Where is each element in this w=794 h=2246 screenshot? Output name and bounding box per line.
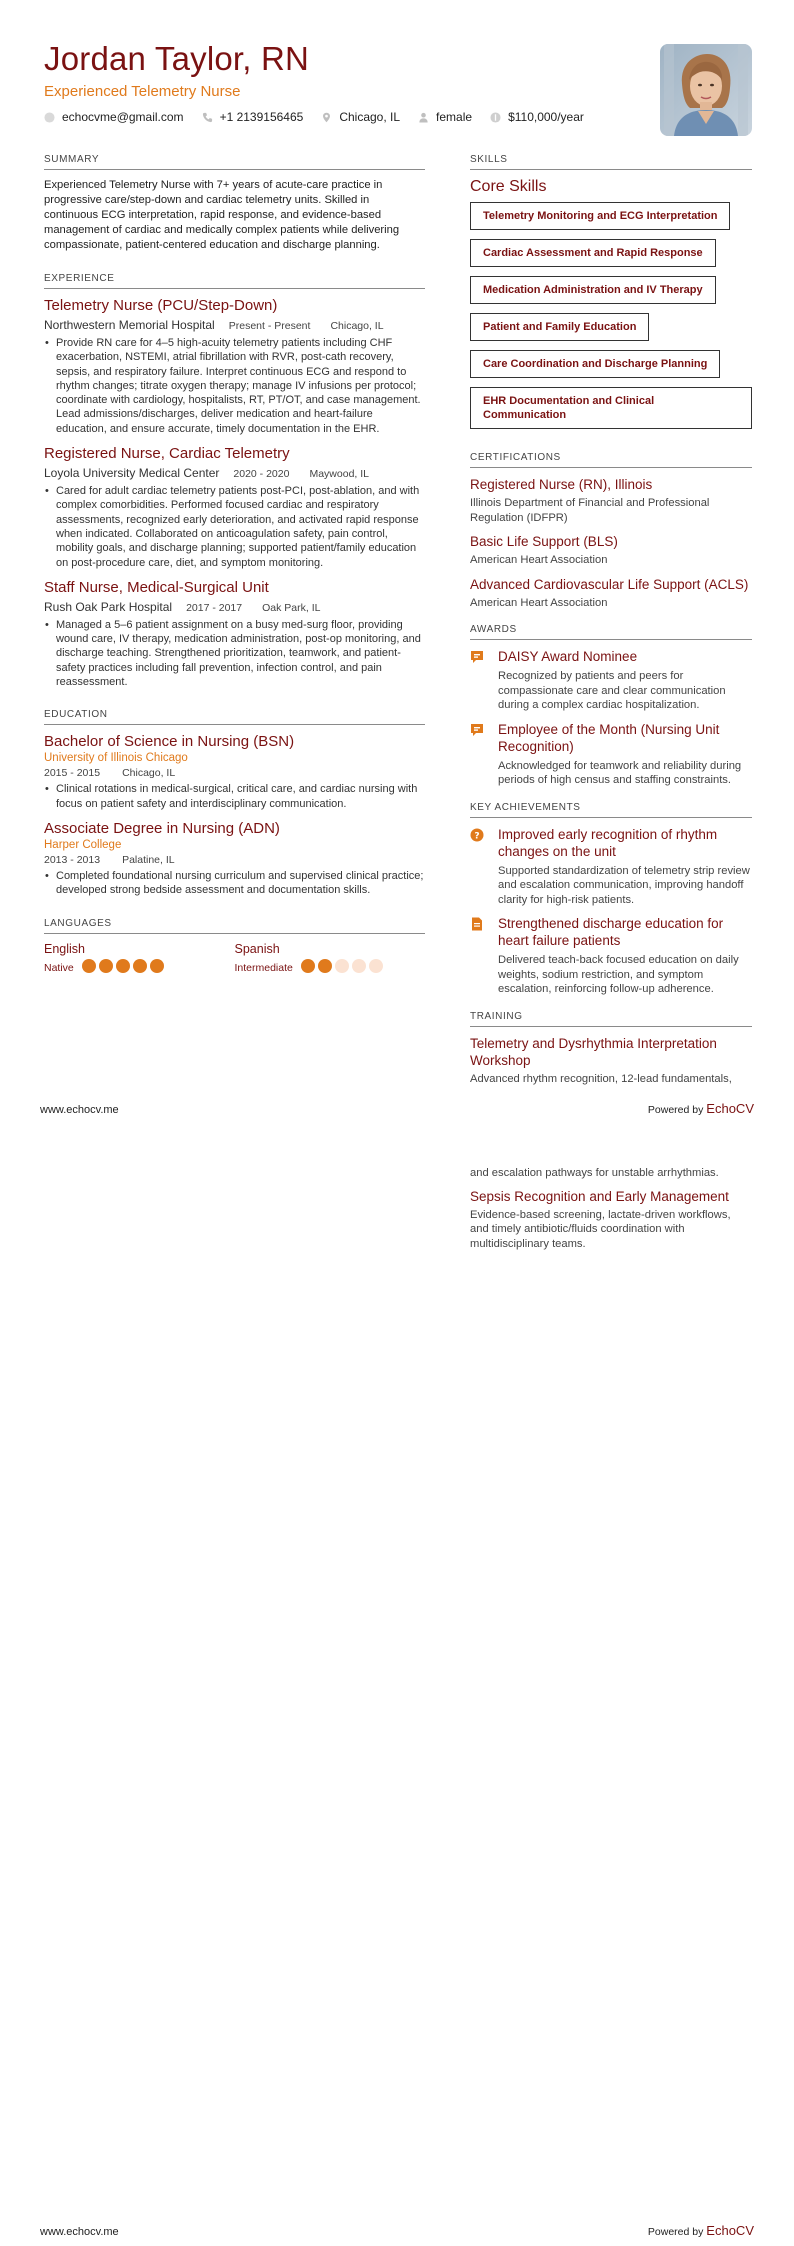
contact-gender-text: female — [436, 110, 473, 124]
skills-heading: SKILLS — [470, 154, 752, 170]
languages-section — [44, 918, 425, 978]
training-item — [470, 1035, 752, 1087]
job-bullet: • Provide RN care for 4–5 high-acuity telemetry patients including CHF exacerbation, NSTEMI, atrial fibrillation with RVR, post-cath recovery, sepsis, and respiratory failure. Interpret continuous ECG and respond to rhythm changes; titrate oxygen therapy; manage IV infusions per protocol; coordinate with cardiology, hospitalists, RT, PT/OT, and case management. Lead admissions/discharges, deliver medication and heart-failure education, and ensure accurate, timely documentation in the EHR. — [44, 336, 425, 436]
training-heading: TRAINING — [470, 1011, 752, 1027]
skill-tag: Cardiac Assessment and Rapid Response — [470, 239, 716, 267]
certification-issuer: Illinois Department of Financial and Professional Regulation (IDFPR) — [470, 497, 710, 524]
rating-dot-filled — [116, 959, 130, 973]
email-icon — [44, 112, 55, 123]
footer-website[interactable]: www.echocv.me — [40, 1104, 119, 1116]
footer-branding — [648, 2223, 754, 2238]
contact-phone[interactable] — [202, 110, 304, 124]
contact-email-text: echocvme@gmail.com — [62, 110, 184, 124]
rating-dot-filled — [301, 959, 315, 973]
contact-location — [321, 110, 400, 124]
certification-item — [470, 476, 752, 525]
rating-dot-empty — [352, 959, 366, 973]
question-circle-icon — [470, 828, 484, 842]
job-employer: Northwestern Memorial Hospital — [44, 318, 215, 332]
rating-dot-filled — [133, 959, 147, 973]
award-item — [470, 648, 752, 713]
education-bullet: • Completed foundational nursing curriculum and supervised clinical practice; developed strong bedside assessment and documentation skills. — [44, 869, 425, 898]
rating-dot-filled — [150, 959, 164, 973]
experience-section — [44, 273, 425, 689]
job-location: Oak Park, IL — [262, 601, 321, 614]
contact-location-text: Chicago, IL — [339, 110, 401, 124]
education-entry — [44, 733, 425, 811]
language-name: English — [44, 941, 85, 956]
language-name: Spanish — [234, 941, 280, 956]
skills-section — [470, 154, 752, 438]
certification-issuer: American Heart Association — [470, 554, 608, 566]
summary-section — [44, 154, 425, 253]
certification-item — [470, 533, 752, 568]
experience-heading: EXPERIENCE — [44, 273, 425, 289]
languages-list — [44, 942, 425, 978]
left-column — [44, 154, 425, 978]
rating-dot-filled — [99, 959, 113, 973]
svg-text:?: ? — [474, 830, 480, 841]
contact-salary-text: $110,000/year — [508, 110, 584, 124]
education-dates: 2015 - 2015 — [44, 767, 101, 780]
candidate-headline: Experienced Telemetry Nurse — [44, 83, 241, 100]
language-item — [44, 942, 235, 978]
phone-icon — [202, 112, 213, 123]
achievements-heading: KEY ACHIEVEMENTS — [470, 802, 752, 818]
job-title: Staff Nurse, Medical-Surgical Unit — [44, 578, 269, 596]
award-description: Recognized by patients and peers for compassionate care and clear communication during a complex cardiac hospitalization. — [498, 670, 726, 711]
certification-issuer: American Heart Association — [470, 596, 608, 609]
profile-portrait-image — [660, 44, 752, 136]
certification-name: Registered Nurse (RN), Illinois — [470, 477, 653, 492]
skill-tag: Care Coordination and Discharge Planning — [470, 350, 720, 378]
certification-name: Advanced Cardiovascular Life Support (ACLS) — [470, 576, 749, 592]
award-title: Employee of the Month (Nursing Unit Recognition) — [498, 721, 720, 754]
skill-tag: EHR Documentation and Clinical Communication — [470, 387, 752, 429]
education-location: Chicago, IL — [122, 767, 176, 780]
candidate-name: Jordan Taylor, RN — [44, 40, 310, 77]
rating-dot-empty — [335, 959, 349, 973]
footer-powered-by: Powered by — [647, 2226, 704, 2238]
skill-tag: Medication Administration and IV Therapy — [470, 276, 716, 304]
profile-photo — [660, 44, 752, 136]
language-level: Native — [44, 962, 74, 975]
person-icon — [418, 112, 429, 123]
job-location: Chicago, IL — [330, 320, 384, 332]
job-title: Registered Nurse, Cardiac Telemetry — [44, 445, 290, 463]
job-dates: Present - Present — [228, 320, 311, 332]
right-column-continued — [470, 1166, 752, 1251]
awards-heading: AWARDS — [470, 624, 752, 640]
award-title: DAISY Award Nominee — [498, 649, 638, 664]
education-school: Harper College — [44, 838, 122, 851]
training-title: Telemetry and Dysrhythmia Interpretation Workshop — [470, 1035, 717, 1068]
achievement-description: Supported standardization of telemetry strip review and escalation communication, improving handoff clarity for high-risk patients. — [498, 864, 750, 906]
certifications-heading: CERTIFICATIONS — [470, 452, 752, 468]
footer-brand-name: EchoCV — [706, 1101, 754, 1116]
resume-page-2 — [0, 1124, 794, 2246]
training-section — [470, 1011, 752, 1087]
education-meta — [44, 854, 425, 866]
language-proficiency — [235, 959, 426, 978]
job-employer: Rush Oak Park Hospital — [44, 599, 173, 614]
certification-item — [470, 576, 752, 611]
training-item-continued — [470, 1166, 752, 1181]
rating-dot-filled — [82, 959, 96, 973]
education-bullets — [44, 782, 425, 811]
language-rating-dots — [301, 959, 386, 978]
language-item — [235, 942, 426, 978]
education-bullet: • Clinical rotations in medical-surgical, critical care, and cardiac nursing with focus on patient safety and interdisciplinary communication. — [44, 782, 425, 811]
job-entry — [44, 445, 425, 570]
job-meta — [44, 466, 425, 480]
contact-bar — [44, 110, 602, 124]
speech-bubble-icon — [470, 650, 484, 664]
job-meta — [44, 600, 425, 614]
job-employer: Loyola University Medical Center — [44, 466, 220, 481]
achievement-title: Improved early recognition of rhythm changes on the unit — [498, 826, 718, 859]
job-entry — [44, 579, 425, 689]
training-description: Advanced rhythm recognition, 12-lead fundamentals, — [470, 1072, 732, 1085]
language-level: Intermediate — [234, 962, 293, 975]
achievements-section — [470, 802, 752, 997]
job-meta — [44, 318, 425, 332]
speech-bubble-icon — [470, 723, 484, 737]
education-degree: Bachelor of Science in Nursing (BSN) — [44, 733, 295, 751]
education-entry — [44, 820, 425, 898]
education-heading: EDUCATION — [44, 709, 425, 725]
contact-gender — [418, 110, 472, 124]
language-proficiency — [44, 959, 235, 978]
job-entry — [44, 297, 425, 436]
footer-website[interactable]: www.echocv.me — [40, 2226, 119, 2238]
training-title: Sepsis Recognition and Early Management — [470, 1188, 729, 1204]
education-degree: Associate Degree in Nursing (ADN) — [44, 819, 280, 837]
footer-powered-by: Powered by — [647, 1104, 704, 1116]
right-column — [470, 154, 752, 1086]
job-dates: 2017 - 2017 — [186, 601, 243, 614]
awards-section — [470, 624, 752, 788]
location-pin-icon — [321, 112, 332, 123]
training-description: Evidence-based screening, lactate-driven workflows, and timely antibiotic/fluids coordination with multidisciplinary teams. — [470, 1208, 731, 1250]
contact-email[interactable] — [44, 110, 184, 124]
education-bullets — [44, 869, 425, 898]
training-item — [470, 1188, 752, 1252]
certification-name: Basic Life Support (BLS) — [470, 534, 618, 549]
award-description: Acknowledged for teamwork and reliability during periods of high census and staffing constraints. — [498, 759, 742, 786]
rating-dot-filled — [318, 959, 332, 973]
footer-brand-name: EchoCV — [706, 2223, 754, 2238]
achievement-description: Delivered teach-back focused education on daily weights, sodium restriction, and symptom escalation, reinforcing follow-up adherence. — [498, 954, 739, 995]
education-location: Palatine, IL — [122, 853, 175, 866]
job-location: Maywood, IL — [309, 468, 369, 481]
language-rating-dots — [82, 959, 167, 978]
achievement-item — [470, 826, 752, 908]
job-bullets — [44, 336, 425, 436]
job-dates: 2020 - 2020 — [233, 468, 290, 481]
languages-heading: LANGUAGES — [44, 918, 425, 934]
skill-tag: Telemetry Monitoring and ECG Interpretation — [470, 202, 730, 230]
skills-group-title: Core Skills — [470, 178, 547, 195]
education-school: University of Illinois Chicago — [44, 752, 188, 765]
skill-tag: Patient and Family Education — [470, 313, 649, 341]
education-meta — [44, 767, 425, 779]
rating-dot-empty — [369, 959, 383, 973]
job-bullet: • Managed a 5–6 patient assignment on a busy med-surg floor, providing wound care, IV therapy, medication administration, post-op monitoring, and discharge teaching. Strengthened prioritization, teamwork, and patient-safety practices including fall prevention, infection control, and pain reassessment. — [44, 618, 425, 689]
summary-text: Experienced Telemetry Nurse with 7+ years of acute-care practice in progressive care/step-down and cardiac telemetry units. Skilled in continuous ECG interpretation, rapid response, and evidence-based management of cardiac and medically complex patients while delivering compassionate, patient-centered education and discharge planning. — [44, 179, 400, 251]
job-bullet: • Cared for adult cardiac telemetry patients post-PCI, post-ablation, and with complex comorbidities. Performed focused cardiac and respiratory assessments, recognized early deterioration, and activated rapid response when indicated. Collaborated on anticoagulation safety, pain control, mobility goals, and discharge planning; supported patient/family education on post-procedure care, diet, and symptom monitoring. — [44, 484, 425, 570]
salary-icon — [490, 112, 501, 123]
education-dates: 2013 - 2013 — [44, 853, 101, 866]
contact-phone-text: +1 2139156465 — [219, 110, 304, 124]
job-bullets — [44, 484, 425, 570]
certifications-section — [470, 452, 752, 610]
award-item — [470, 721, 752, 788]
job-bullets — [44, 618, 425, 689]
footer-branding — [648, 1101, 754, 1116]
skills-list — [470, 202, 752, 438]
achievement-item — [470, 915, 752, 997]
achievement-title: Strengthened discharge education for heart failure patients — [498, 916, 724, 948]
contact-salary — [490, 110, 584, 124]
training-description: and escalation pathways for unstable arrhythmias. — [470, 1167, 719, 1179]
document-icon — [470, 917, 484, 931]
summary-heading: SUMMARY — [44, 154, 425, 170]
education-section — [44, 709, 425, 897]
job-title: Telemetry Nurse (PCU/Step-Down) — [44, 297, 278, 314]
